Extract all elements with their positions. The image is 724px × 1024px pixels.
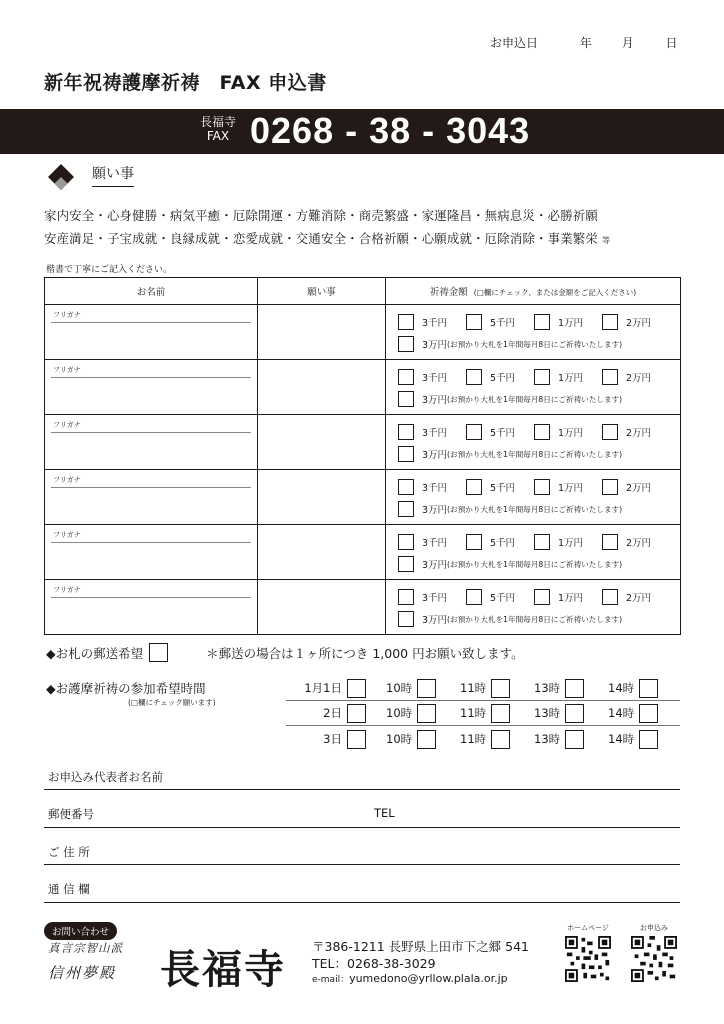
amount-30000-note: (お預かり大札を1年間毎月8日にご祈祷いたします)	[447, 394, 623, 404]
amount-10000-label: 1万円	[558, 593, 584, 604]
month-label: 月	[621, 36, 634, 50]
amount-20000-label: 2万円	[626, 428, 652, 439]
postal-code-label: 郵便番号	[48, 807, 94, 821]
time-10-label: 10時	[386, 706, 413, 720]
page-title: 新年祝祷護摩祈祷 FAX 申込書	[44, 72, 327, 94]
amount-5000-label: 5千円	[490, 538, 516, 549]
day-label: 3日	[323, 732, 342, 746]
day-label: 2日	[323, 706, 342, 720]
amount-20000-checkbox[interactable]	[602, 589, 618, 605]
amount-3000-label: 3千円	[422, 538, 448, 549]
amount-5000-checkbox[interactable]	[466, 479, 482, 495]
time-10-checkbox[interactable]	[417, 679, 436, 698]
day-cell	[286, 729, 366, 749]
wishes-line2-text: 安産満足・子宝成就・良縁成就・恋愛成就・交通安全・合格祈願・心願成就・厄除消除・事業繁栄	[44, 231, 598, 246]
time-11-checkbox[interactable]	[491, 730, 510, 749]
time-14-label: 14時	[608, 706, 635, 720]
entry-table	[44, 277, 681, 635]
wish-cell[interactable]	[258, 360, 386, 415]
amount-30000-label: 3万円	[422, 340, 448, 351]
diamond-bullet-icon	[48, 164, 74, 190]
representative-name-label: お申込み代表者お名前	[48, 770, 163, 784]
day-checkbox[interactable]	[347, 730, 366, 749]
amount-options	[398, 586, 680, 608]
amount-long-option	[398, 553, 680, 575]
wish-cell[interactable]	[258, 415, 386, 470]
amount-30000-checkbox[interactable]	[398, 611, 414, 627]
wishes-heading: 願い事	[92, 163, 134, 187]
amount-5000-checkbox[interactable]	[466, 424, 482, 440]
mail-request	[46, 643, 524, 662]
day-cell	[286, 678, 366, 698]
amount-options	[398, 366, 680, 388]
qr-homepage-icon[interactable]	[565, 936, 611, 982]
address-label: ご 住 所	[48, 845, 90, 859]
table-row	[45, 360, 681, 415]
amount-20000-checkbox[interactable]	[602, 369, 618, 385]
wish-cell[interactable]	[258, 470, 386, 525]
sect-name: 真言宗智山派	[48, 941, 123, 955]
wishes-list-line1: 家内安全・心身健勝・病気平癒・厄除開運・方難消除・商売繁盛・家運隆昌・無病息災・必勝祈願	[44, 208, 598, 223]
temple-tel: TEL：0268-38-3029	[312, 956, 436, 971]
time-14-cell	[608, 703, 658, 723]
time-13-checkbox[interactable]	[565, 679, 584, 698]
amount-cell	[386, 415, 681, 470]
time-14-label: 14時	[608, 732, 635, 746]
amount-10000-label: 1万円	[558, 318, 584, 329]
amount-30000-label: 3万円	[422, 560, 448, 571]
column-header-name: お名前	[45, 278, 258, 305]
amount-3000-checkbox[interactable]	[398, 479, 414, 495]
amount-30000-note: (お預かり大札を1年間毎月8日にご祈祷いたします)	[447, 339, 623, 349]
email-label: e-mail：	[312, 975, 350, 985]
day-label: 日	[665, 36, 678, 50]
representative-name-field[interactable]	[44, 789, 680, 790]
amount-long-option	[398, 333, 680, 355]
fax-label	[190, 115, 246, 143]
name-cell[interactable]	[45, 580, 258, 635]
amount-30000-checkbox[interactable]	[398, 556, 414, 572]
amount-10000-checkbox[interactable]	[534, 369, 550, 385]
amount-5000-label: 5千円	[490, 373, 516, 384]
address-field[interactable]	[44, 864, 680, 865]
table-row	[45, 305, 681, 360]
time-14-checkbox[interactable]	[639, 704, 658, 723]
amount-20000-label: 2万円	[626, 538, 652, 549]
amount-3000-checkbox[interactable]	[398, 424, 414, 440]
time-row-divider	[286, 700, 680, 701]
amount-5000-checkbox[interactable]	[466, 314, 482, 330]
furigana-field[interactable]: フリガナ	[51, 363, 251, 378]
amount-5000-checkbox[interactable]	[466, 369, 482, 385]
wish-cell[interactable]	[258, 525, 386, 580]
amount-30000-note: (お預かり大札を1年間毎月8日にご祈祷いたします)	[447, 504, 623, 514]
wishes-etc: 等	[602, 236, 611, 245]
name-cell[interactable]	[45, 525, 258, 580]
time-10-checkbox[interactable]	[417, 704, 436, 723]
amount-5000-checkbox[interactable]	[466, 534, 482, 550]
amount-cell	[386, 360, 681, 415]
furigana-field[interactable]: フリガナ	[51, 528, 251, 543]
hall-name: 信州夢殿	[48, 964, 117, 982]
amount-3000-label: 3千円	[422, 428, 448, 439]
message-label: 通 信 欄	[48, 882, 90, 896]
amount-3000-checkbox[interactable]	[398, 369, 414, 385]
temple-address: 〒386-1211 長野県上田市下之郷 541	[312, 939, 529, 954]
time-13-cell	[534, 729, 584, 749]
fax-label-temple: 長福寺	[199, 115, 236, 129]
time-11-label: 11時	[460, 706, 487, 720]
amount-10000-checkbox[interactable]	[534, 589, 550, 605]
attendance-time-row	[286, 727, 680, 751]
time-13-cell	[534, 678, 584, 698]
furigana-field[interactable]: フリガナ	[51, 473, 251, 488]
time-13-label: 13時	[534, 732, 561, 746]
amount-options	[398, 421, 680, 443]
wish-cell[interactable]	[258, 580, 386, 635]
amount-3000-checkbox[interactable]	[398, 534, 414, 550]
amount-30000-label: 3万円	[422, 450, 448, 461]
amount-3000-checkbox[interactable]	[398, 314, 414, 330]
amount-30000-note: (お預かり大札を1年間毎月8日にご祈祷いたします)	[447, 614, 623, 624]
amount-30000-note: (お預かり大札を1年間毎月8日にご祈祷いたします)	[447, 559, 623, 569]
wish-cell[interactable]	[258, 305, 386, 360]
attendance-subnote: (□欄にチェック願います)	[128, 698, 216, 707]
time-14-checkbox[interactable]	[639, 730, 658, 749]
amount-options	[398, 311, 680, 333]
time-14-cell	[608, 729, 658, 749]
amount-10000-checkbox[interactable]	[534, 479, 550, 495]
amount-30000-note: (お預かり大札を1年間毎月8日にご祈祷いたします)	[447, 449, 623, 459]
attendance-time-row	[286, 676, 680, 700]
postal-tel-field[interactable]	[44, 827, 680, 828]
amount-20000-label: 2万円	[626, 318, 652, 329]
table-row	[45, 415, 681, 470]
table-row	[45, 525, 681, 580]
time-11-cell	[460, 729, 510, 749]
amount-long-option	[398, 388, 680, 410]
amount-30000-checkbox[interactable]	[398, 391, 414, 407]
year-label: 年	[579, 36, 592, 50]
amount-3000-checkbox[interactable]	[398, 589, 414, 605]
contact-badge: お問い合わせ	[44, 922, 117, 940]
temple-email[interactable]: yumedono@yrllow.plala.or.jp	[349, 972, 508, 985]
amount-10000-label: 1万円	[558, 483, 584, 494]
handwriting-note: 楷書で丁寧にご記入ください。	[46, 265, 173, 275]
amount-cell	[386, 470, 681, 525]
time-13-label: 13時	[534, 706, 561, 720]
amount-20000-label: 2万円	[626, 593, 652, 604]
amount-header-note: (□欄にチェック、または金額をご記入ください)	[473, 288, 637, 297]
qr-apply-caption: お申込み	[640, 924, 668, 932]
amount-header-label: 祈祷金額	[429, 287, 468, 298]
time-10-label: 10時	[386, 681, 413, 695]
time-14-cell	[608, 678, 658, 698]
table-row	[45, 470, 681, 525]
amount-10000-label: 1万円	[558, 538, 584, 549]
amount-cell	[386, 525, 681, 580]
temple-logo: 長福寺	[160, 946, 286, 993]
amount-20000-checkbox[interactable]	[602, 424, 618, 440]
date-label: お申込日	[490, 36, 539, 50]
amount-10000-label: 1万円	[558, 428, 584, 439]
application-date	[490, 34, 678, 51]
furigana-field[interactable]: フリガナ	[51, 583, 251, 598]
name-cell[interactable]	[45, 305, 258, 360]
amount-20000-label: 2万円	[626, 483, 652, 494]
amount-30000-label: 3万円	[422, 505, 448, 516]
time-14-label: 14時	[608, 681, 635, 695]
column-header-wish: 願い事	[258, 278, 386, 305]
amount-3000-label: 3千円	[422, 373, 448, 384]
wishes-list-line2	[44, 229, 610, 247]
time-10-checkbox[interactable]	[417, 730, 436, 749]
amount-10000-checkbox[interactable]	[534, 534, 550, 550]
time-11-checkbox[interactable]	[491, 704, 510, 723]
time-10-cell	[386, 729, 436, 749]
qr-homepage-caption: ホームページ	[567, 924, 609, 932]
day-checkbox[interactable]	[347, 679, 366, 698]
furigana-field[interactable]: フリガナ	[51, 418, 251, 433]
amount-20000-checkbox[interactable]	[602, 534, 618, 550]
message-field[interactable]	[44, 902, 680, 903]
time-14-checkbox[interactable]	[639, 679, 658, 698]
amount-long-option	[398, 498, 680, 520]
amount-5000-label: 5千円	[490, 318, 516, 329]
amount-3000-label: 3千円	[422, 483, 448, 494]
amount-5000-checkbox[interactable]	[466, 589, 482, 605]
amount-30000-label: 3万円	[422, 615, 448, 626]
amount-20000-checkbox[interactable]	[602, 314, 618, 330]
fax-number: 0268 - 38 - 3043	[250, 110, 531, 151]
amount-5000-label: 5千円	[490, 428, 516, 439]
day-label: 1月1日	[304, 681, 342, 695]
time-10-cell	[386, 678, 436, 698]
amount-cell	[386, 305, 681, 360]
name-cell[interactable]	[45, 360, 258, 415]
name-cell[interactable]	[45, 470, 258, 525]
amount-long-option	[398, 443, 680, 465]
table-header-row	[45, 278, 681, 305]
day-checkbox[interactable]	[347, 704, 366, 723]
amount-5000-label: 5千円	[490, 593, 516, 604]
time-13-label: 13時	[534, 681, 561, 695]
time-11-checkbox[interactable]	[491, 679, 510, 698]
attendance-label: ◆お護摩祈祷の参加希望時間	[46, 681, 206, 696]
name-cell[interactable]	[45, 415, 258, 470]
amount-30000-checkbox[interactable]	[398, 501, 414, 517]
amount-10000-checkbox[interactable]	[534, 314, 550, 330]
time-11-cell	[460, 678, 510, 698]
time-11-label: 11時	[460, 681, 487, 695]
amount-options	[398, 476, 680, 498]
time-13-checkbox[interactable]	[565, 730, 584, 749]
temple-email-line	[312, 972, 508, 985]
time-11-label: 11時	[460, 732, 487, 746]
amount-30000-checkbox[interactable]	[398, 446, 414, 462]
day-cell	[286, 703, 366, 723]
fax-banner	[0, 109, 724, 154]
tel-label: TEL	[374, 806, 395, 820]
amount-20000-label: 2万円	[626, 373, 652, 384]
mail-request-label: ◆お札の郵送希望	[46, 645, 144, 661]
mail-fee-note: ＊郵送の場合は１ヶ所につき 1,000 円お願い致します。	[206, 645, 524, 661]
time-13-cell	[534, 703, 584, 723]
amount-30000-label: 3万円	[422, 395, 448, 406]
mail-request-checkbox[interactable]	[149, 643, 168, 662]
column-header-amount	[386, 278, 681, 305]
amount-3000-label: 3千円	[422, 593, 448, 604]
amount-options	[398, 531, 680, 553]
amount-5000-label: 5千円	[490, 483, 516, 494]
time-11-cell	[460, 703, 510, 723]
amount-20000-checkbox[interactable]	[602, 479, 618, 495]
furigana-field[interactable]: フリガナ	[51, 308, 251, 323]
amount-10000-checkbox[interactable]	[534, 424, 550, 440]
table-row	[45, 580, 681, 635]
amount-cell	[386, 580, 681, 635]
time-row-divider	[286, 725, 680, 726]
attendance-time-row	[286, 701, 680, 725]
amount-10000-label: 1万円	[558, 373, 584, 384]
qr-apply-icon[interactable]	[631, 936, 677, 982]
amount-long-option	[398, 608, 680, 630]
time-10-label: 10時	[386, 732, 413, 746]
time-13-checkbox[interactable]	[565, 704, 584, 723]
amount-30000-checkbox[interactable]	[398, 336, 414, 352]
amount-3000-label: 3千円	[422, 318, 448, 329]
fax-label-fax: FAX	[206, 129, 230, 143]
time-10-cell	[386, 703, 436, 723]
